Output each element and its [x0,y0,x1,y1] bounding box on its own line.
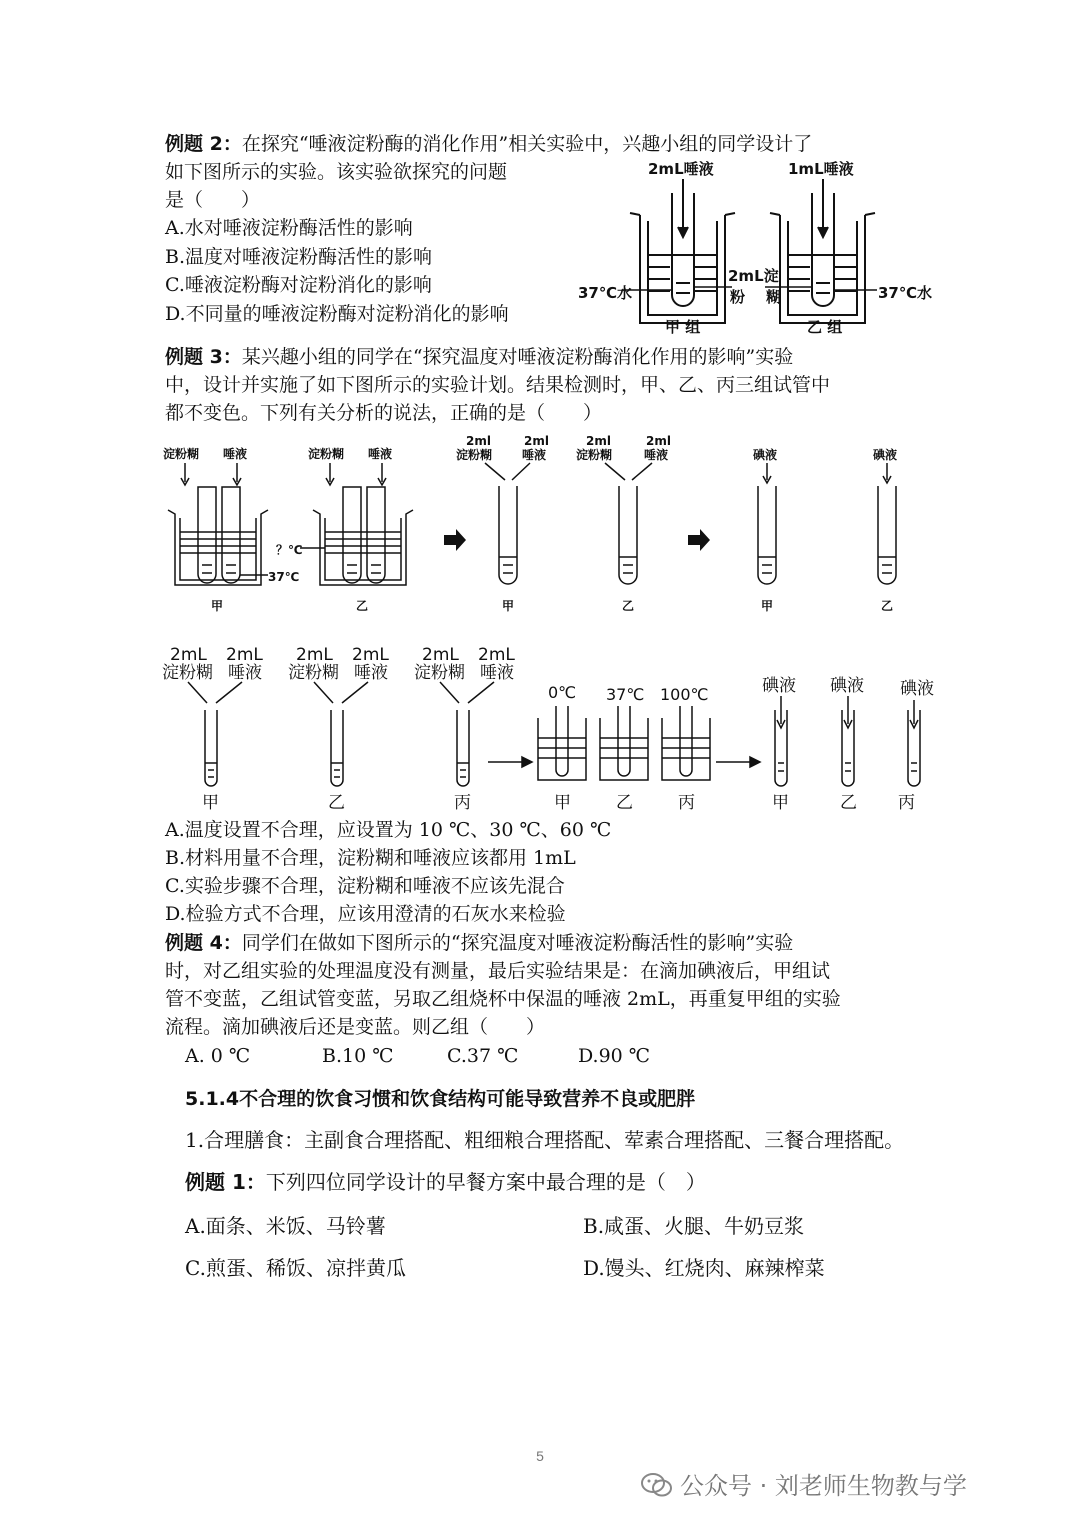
svg-text:乙: 乙 [840,793,857,813]
ex4-option-b: B.10 ℃ [322,1045,394,1067]
svg-text:淀粉糊: 淀粉糊 [414,663,465,683]
svg-text:2mL: 2mL [478,645,515,665]
ex2-line1: 例题 2：在探究“唾液淀粉酶的消化作用”相关实验中，兴趣小组的同学设计了 [165,133,813,155]
ex3-line1: 例题 3：某兴趣小组的同学在“探究温度对唾液淀粉酶消化作用的影响”实验 [165,346,794,368]
page-number: 5 [536,1448,544,1464]
ex2-fig-left-group: 甲 组 [665,318,701,336]
ex2-right-beaker [770,179,875,323]
ex4-option-d: D.90 ℃ [578,1045,651,1067]
ex2-fig-right-top: 1mL唾液 [788,160,854,178]
svg-text:淀粉糊: 淀粉糊 [576,448,613,462]
wechat-icon [640,1472,674,1498]
svg-text:唾液: 唾液 [223,447,248,461]
svg-text:乙: 乙 [616,793,633,813]
svg-text:2ml: 2ml [524,434,549,448]
svg-text:乙: 乙 [881,599,894,613]
ex4-line3: 管不变蓝，乙组试管变蓝，另取乙组烧杯中保温的唾液 2mL，再重复甲组的实验 [165,988,841,1010]
ex4-line2: 时，对乙组实验的处理温度没有测量，最后实验结果是：在滴加碘液后，甲组试 [165,960,831,982]
svg-text:37℃: 37℃ [268,570,300,584]
svg-text:2ml: 2ml [646,434,671,448]
ex3-option-d: D.检验方式不合理，应该用澄清的石灰水来检验 [165,903,566,925]
ex2-option-c: C.唾液淀粉酶对淀粉消化的影响 [165,274,432,296]
ex4-label: 例题 4： [165,932,242,954]
ex2-line2: 如下图所示的实验。该实验欲探究的问题 [165,161,508,183]
svg-text:乙: 乙 [356,599,369,613]
ex4-option-c: C.37 ℃ [447,1045,519,1067]
ex2-fig-left-top: 2mL唾液 [648,160,714,178]
ex1-option-d: D.馒头、红烧肉、麻辣榨菜 [583,1256,825,1280]
ex3-figure-1 [160,432,920,617]
svg-text:淀粉糊: 淀粉糊 [162,663,213,683]
ex1-option-a: A.面条、米饭、马铃薯 [185,1214,386,1238]
svg-text:甲: 甲 [554,793,571,813]
svg-text:2ml: 2ml [586,434,611,448]
ex1-option-c: C.煎蛋、稀饭、凉拌黄瓜 [185,1256,406,1280]
ex3-line3: 都不变色。下列有关分析的说法，正确的是（ ） [165,402,603,424]
ex3-label: 例题 3： [165,346,242,368]
ex3-line2: 中，设计并实施了如下图所示的实验计划。结果检测时，甲、乙、丙三组试管中 [165,374,831,396]
ex2-fig-right-group: 乙 组 [807,318,843,336]
watermark [640,1466,967,1501]
svg-text:唾液: 唾液 [354,663,388,683]
svg-text:甲: 甲 [202,793,219,813]
svg-text:碘液: 碘液 [753,448,778,462]
ex2-fig-left-water: 37℃水 [578,284,633,302]
ex2-label: 例题 2： [165,133,242,155]
svg-text:淀粉糊: 淀粉糊 [456,448,493,462]
svg-text:淀粉糊: 淀粉糊 [308,447,345,461]
ex4-line1: 例题 4：同学们在做如下图所示的“探究温度对唾液淀粉酶活性的影响”实验 [165,932,794,954]
svg-text:2mL: 2mL [352,645,389,665]
svg-text:2mL: 2mL [170,645,207,665]
svg-text:淀粉糊: 淀粉糊 [288,663,339,683]
svg-text:唾液: 唾液 [228,663,262,683]
svg-text:丙: 丙 [454,793,471,813]
svg-text:2mL: 2mL [226,645,263,665]
svg-text:甲: 甲 [211,599,224,613]
svg-text:2mL: 2mL [296,645,333,665]
svg-text:乙: 乙 [328,793,345,813]
ex2-fig-right-water: 37℃水 [878,284,933,302]
ex2-left-beaker [630,179,735,323]
ex2-option-d: D.不同量的唾液淀粉酶对淀粉消化的影响 [165,303,509,325]
ex2-fig-mid2a: 粉 [730,288,746,306]
svg-text:淀粉糊: 淀粉糊 [163,447,200,461]
ex3-figure-2 [160,640,950,815]
svg-text:唾液: 唾液 [480,663,514,683]
svg-text:甲: 甲 [761,599,774,613]
svg-text:甲: 甲 [772,793,789,813]
ex2-line3: 是（ ） [165,189,261,211]
ex2-fig-mid1: 2mL淀 [728,267,779,285]
watermark-text: 公众号 · 刘老师生物教与学 [680,1472,967,1500]
svg-text:乙: 乙 [622,599,635,613]
svg-text:2ml: 2ml [466,434,491,448]
svg-text:2mL: 2mL [422,645,459,665]
svg-text:碘液: 碘液 [830,676,864,696]
svg-text:丙: 丙 [898,793,915,813]
svg-text:丙: 丙 [678,793,695,813]
ex2-option-b: B.温度对唾液淀粉酶活性的影响 [165,246,433,268]
ex3-option-a: A.温度设置不合理，应设置为 10 ℃、30 ℃、60 ℃ [165,819,612,841]
svg-text:碘液: 碘液 [900,679,934,699]
svg-text:唾液: 唾液 [368,447,393,461]
ex1-question: 例题 1：下列四位同学设计的早餐方案中最合理的是（ ） [185,1170,706,1194]
svg-text:碘液: 碘液 [762,676,796,696]
svg-text:37℃: 37℃ [606,685,645,704]
svg-text:？℃: ？℃ [276,543,303,557]
svg-text:100℃: 100℃ [660,685,709,704]
ex2-fig-mid2b: 糊 [766,288,782,306]
svg-text:碘液: 碘液 [873,448,898,462]
ex4-line4: 流程。滴加碘液后还是变蓝。则乙组（ ） [165,1016,546,1038]
svg-text:0℃: 0℃ [548,683,577,702]
section-point-1: 1.合理膳食：主副食合理搭配、粗细粮合理搭配、荤素合理搭配、三餐合理搭配。 [185,1128,905,1152]
ex1-option-b: B.咸蛋、火腿、牛奶豆浆 [583,1214,805,1238]
ex3-option-b: B.材料用量不合理，淀粉糊和唾液应该都用 1mL [165,847,576,869]
ex3-option-c: C.实验步骤不合理，淀粉糊和唾液不应该先混合 [165,875,565,897]
ex2-option-a: A.水对唾液淀粉酶活性的影响 [165,217,413,239]
ex1-label: 例题 1： [185,1170,266,1194]
svg-text:唾液: 唾液 [644,448,669,462]
svg-text:唾液: 唾液 [522,448,547,462]
svg-text:甲: 甲 [502,599,515,613]
ex4-option-a: A. 0 ℃ [185,1045,251,1067]
section-title: 5.1.4不合理的饮食习惯和饮食结构可能导致营养不良或肥胖 [185,1088,696,1110]
ex2-figure [570,155,950,340]
